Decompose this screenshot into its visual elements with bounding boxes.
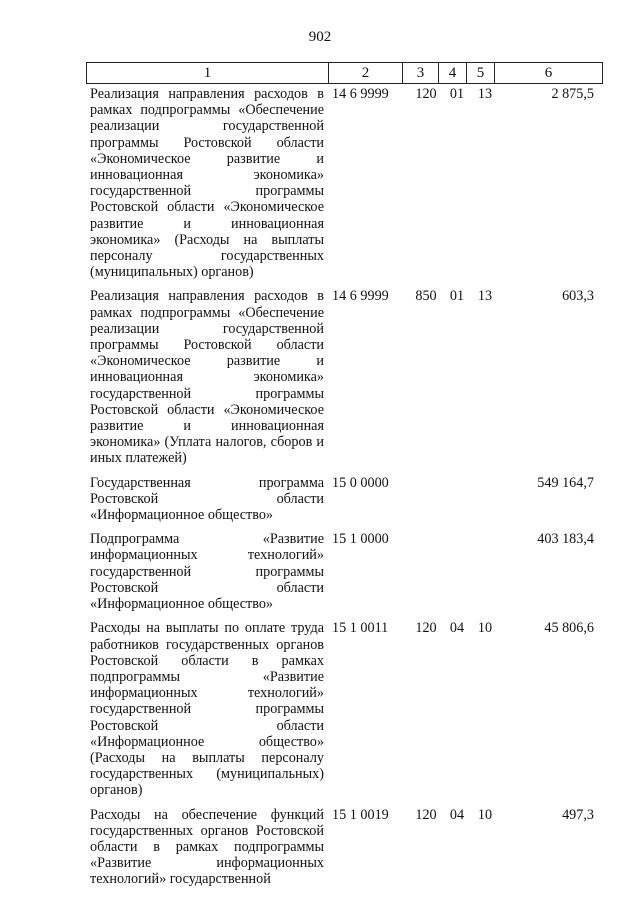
header-col-6: 6 [495, 63, 603, 84]
row-amount: 549 164,7 [537, 474, 594, 491]
row-code: 15 0 0000 [332, 474, 389, 491]
row-code: 15 1 0000 [332, 531, 389, 548]
row-expense-type: 850 [415, 288, 437, 305]
table-row [86, 475, 602, 524]
row-code: 14 6 9999 [332, 288, 389, 305]
row-description: Реализация направления расходов в рамках подпрограммы «Обеспечение реализации государственной программы Ростовской области «Экономическое развитие и инновационная экономика» государственной программы Ростовской области «Экономическое развитие и инновационная экономика» (Расходы на выплаты персоналу государственных (муниципальных) органов) [90, 86, 324, 281]
header-col-5: 5 [467, 63, 495, 84]
row-expense-type: 120 [415, 806, 437, 823]
table-row [86, 531, 602, 612]
row-amount: 497,3 [562, 806, 594, 823]
page-number: 902 [308, 29, 332, 45]
row-description: Подпрограмма «Развитие информационных технологий» государственной программы Ростовской области «Информационное общество» [90, 531, 324, 613]
row-amount: 2 875,5 [551, 86, 594, 102]
row-subsection: 13 [477, 288, 493, 305]
row-section: 04 [449, 806, 465, 823]
row-code: 15 1 0019 [332, 806, 389, 823]
row-subsection: 13 [477, 86, 493, 102]
table-row [86, 807, 602, 888]
row-amount: 603,3 [562, 288, 594, 305]
header-col-2: 2 [329, 63, 403, 84]
row-description: Государственная программа Ростовской области «Информационное общество» [90, 474, 324, 524]
row-amount: 45 806,6 [544, 620, 594, 637]
table-row [86, 288, 602, 466]
header-col-1: 1 [87, 63, 329, 84]
row-section: 01 [449, 288, 465, 305]
row-description: Расходы на обеспечение функций государственных органов Ростовской области в рамках подпрограммы «Развитие информационных технологий» государственной [90, 806, 324, 888]
row-description: Реализация направления расходов в рамках подпрограммы «Обеспечение реализации государственной программы Ростовской области «Экономическое развитие и инновационная экономика» государственной программы Ростовской области «Экономическое развитие и инновационная экономика» (Уплата налогов, сборов и иных платежей) [90, 288, 324, 467]
row-subsection: 10 [477, 806, 493, 823]
row-amount: 403 183,4 [537, 531, 594, 548]
table-row [86, 620, 602, 798]
row-code: 14 6 9999 [332, 86, 389, 102]
table-header [86, 62, 603, 84]
row-section: 01 [449, 86, 465, 102]
table-body [86, 86, 602, 896]
row-code: 15 1 0011 [332, 620, 389, 637]
row-description: Расходы на выплаты по оплате труда работников государственных органов Ростовской области в рамках подпрограммы «Развитие информационных технологий» государственной программы Ростовской области «Информационное общество» (Расходы на выплаты персоналу государственных (муниципальных) органов) [90, 620, 324, 799]
header-col-4: 4 [439, 63, 467, 84]
table-row [86, 86, 602, 280]
row-expense-type: 120 [415, 620, 437, 637]
row-expense-type: 120 [415, 86, 437, 102]
header-col-3: 3 [403, 63, 439, 84]
row-subsection: 10 [477, 620, 493, 637]
row-section: 04 [449, 620, 465, 637]
